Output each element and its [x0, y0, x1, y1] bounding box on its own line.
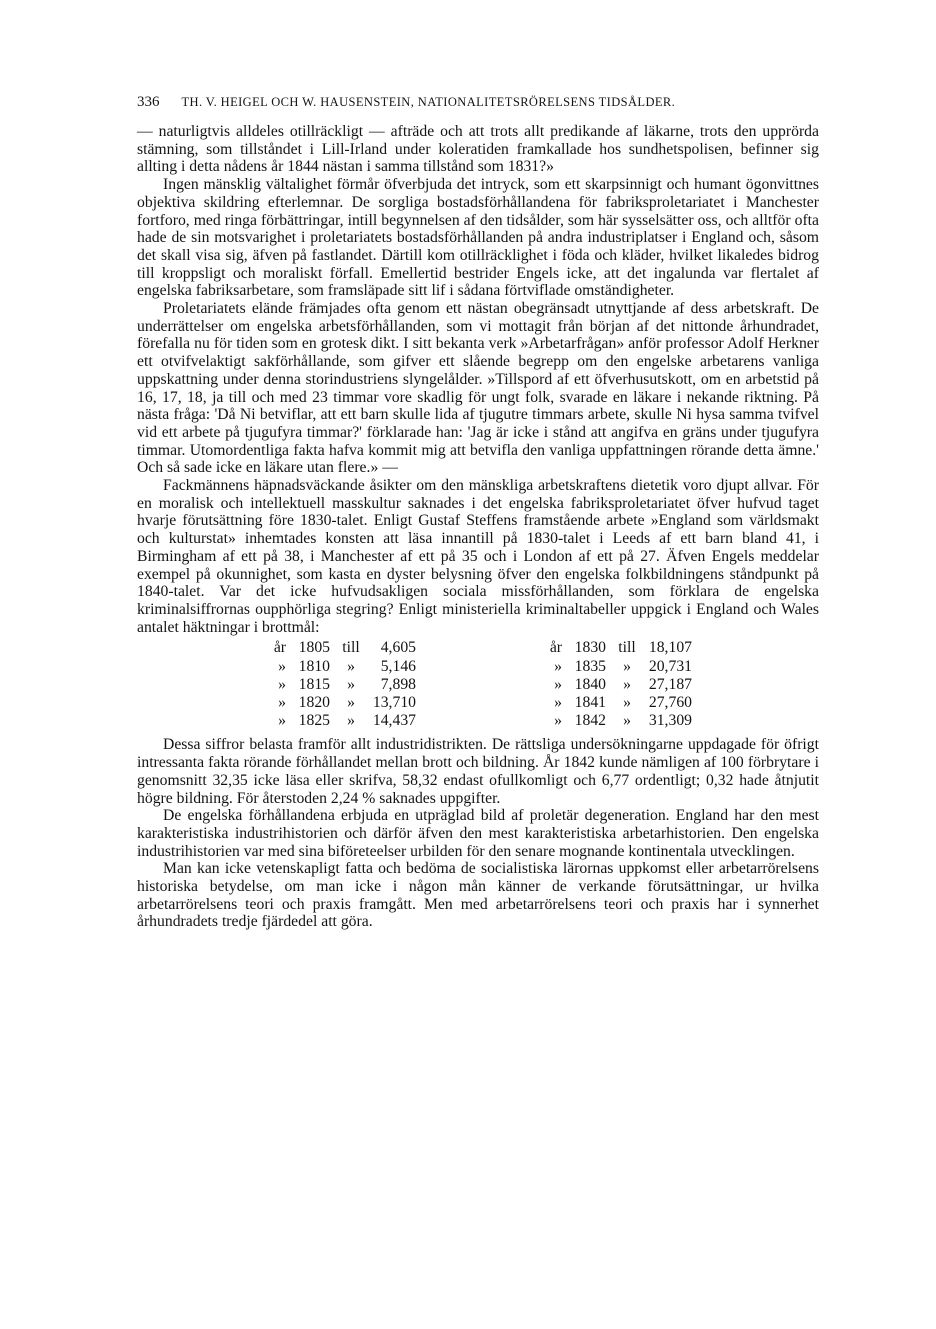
paragraph: Man kan icke vetenskapligt fatta och bedöma de socialistiska lärornas uppkomst eller arbetarrörelsens historiska betydelse, om man icke i någon mån känner de verkande förutsättningar, ur hvilka arbetarrörelsens teori och praxis framgått. Men med arbetarrörelsens teori och praxis har i synnerhet århundradets tredje fjärdedel att göra.: [137, 860, 819, 931]
table-row: » 1835 » 20,731: [554, 657, 692, 675]
paragraph: Dessa siffror belasta framför allt industridistrikten. De rättsliga undersökningarne uppdagade för öfrigt intressanta fakta rörande förhållandet mellan brott och bildning. År 1842 kunde nämligen af 100 förbrytare i genomsnitt 32,35 icke läsa eller skrifva, 58,32 endast ofullkomligt och 6,77 ordentligt; 0,32 hade åtnjutit högre bildning. För återstoden 2,24 % saknades uppgifter.: [137, 736, 819, 807]
running-header: [137, 94, 837, 111]
table-row: » 1810 » 5,146: [278, 657, 416, 675]
running-title: TH. V. HEIGEL OCH W. HAUSENSTEIN, NATIONALITETSRÖRELSENS TIDSÅLDER.: [181, 95, 676, 109]
table-row: år 1805 till 4,605: [273, 639, 416, 657]
table-row: » 1842 » 31,309: [554, 712, 692, 730]
table-row: » 1825 » 14,437: [278, 712, 416, 730]
page-number: 336: [137, 94, 160, 110]
body-text: [137, 123, 819, 931]
paragraph-continuation: — naturligtvis alldeles otillräckligt — afträde och att trots allt predikande af läkarne, trots den upprörda stämning, som tillståndet i Lill-Irland under koleratiden framkallade hos sundhetspolisen, befinner sig allting i detta nådens år 1844 nästan i samma tillstånd som 1831?»: [137, 123, 819, 176]
table-row: » 1815 » 7,898: [278, 675, 416, 693]
table-row: » 1820 » 13,710: [278, 694, 416, 711]
table-row: » 1841 » 27,760: [554, 694, 692, 711]
table-row: år 1830 till 18,107: [549, 639, 692, 657]
arrests-table-right-column: [537, 639, 813, 730]
table-row: » 1840 » 27,187: [554, 675, 692, 693]
arrests-table-left-column: [261, 639, 537, 730]
arrests-table: [261, 639, 819, 730]
paragraph: De engelska förhållandena erbjuda en utpräglad bild af proletär degeneration. England har den mest karakteristiska industrihistorien och därför äfven den mest karakteristiska arbetarhistorien. Den engelska industrihistorien var med sina biföreteelser urbilden för den senare mognande kontinentala utvecklingen.: [137, 807, 819, 860]
paragraph: Proletariatets elände främjades ofta genom ett nästan obegränsadt utnyttjande af dess arbetskraft. De underrättelser om engelska arbetsförhållanden, som vi mottagit från början af det nittonde århundradet, förefalla nu för tiden som en grotesk dikt. I sitt bekanta verk »Arbetarfrågan» anför professor Adolf Herkner ett otvifvelaktigt sakförhållande, som gifver ett slående begrepp om den engelske arbetarens vanliga uppskattning under denna storindustriens slyngelålder. »Tillspord af ett öfverhusutskott, om en arbetstid på 16, 17, 18, ja till och med 23 timmar vore skadlig för ungt folk, svarade en läkare i nekande riktning. På nästa fråga: 'Då Ni betviflar, att ett barn skulle lida af tjugutre timmars arbete, skulle Ni hysa samma tvifvel vid ett arbete på tjugufyra timmar?' förklarade han: 'Jag är icke i stånd att angifva en gräns under tjugufyra timmar. Utomordentliga fakta hafva kommit mig att betvifla den vanliga uppfattningen rörande detta ämne.' Och så sade icke en läkare utan flere.» —: [137, 300, 819, 477]
paragraph: Ingen mänsklig vältalighet förmår öfverbjuda det intryck, som ett skarpsinnigt och humant ögonvittnes objektiva skildring efterlemnar. De sorgliga bostadsförhållandena för fabriksproletariatet i Manchester fortforo, med ringa förbättringar, intill begynnelsen af den tidsålder, som här sysselsätter oss, och alltför ofta hade de sin motsvarighet i proletariatets bostadsförhållanden på andra industriplatser i England och, såsom det skall visa sig, äfven på fastlandet. Därtill kom otillräcklighet i föda och kläder, hvilket likaledes bidrog till kroppsligt och moraliskt förfall. Emellertid bestrider Engels icke, att det ingalunda var flertalet af engelska fabriksarbetare, som framsläpade sitt lif i sådana förtviflade omständigheter.: [137, 176, 819, 300]
paragraph: Fackmännens häpnadsväckande åsikter om den mänskliga arbetskraftens dietetik voro djupt allvar. För en moralisk och intellektuell masskultur saknades i det engelska fabriksproletariatet öfver hufvud taget hvarje förutsättning före 1830-talet. Enligt Gustaf Steffens framstående arbete »England som världsmakt och kulturstat» inhemtades konsten att läsa innantill på 1830-talet i Leeds af ett barn bland 41, i Birmingham af ett på 38, i Manchester af ett på 35 och i London af ett på 27. Äfven Engels meddelar exempel på okunnighet, som kasta en dyster belysning öfver den engelska folkbildningens ståndpunkt på 1840-talet. Var det icke hufvudsakligen sociala missförhållanden, som förklara de engelska kriminalsiffrornas oupphörliga stegring? Enligt ministeriella kriminaltabeller uppgick i England och Wales antalet häktningar i brottmål:: [137, 477, 819, 636]
